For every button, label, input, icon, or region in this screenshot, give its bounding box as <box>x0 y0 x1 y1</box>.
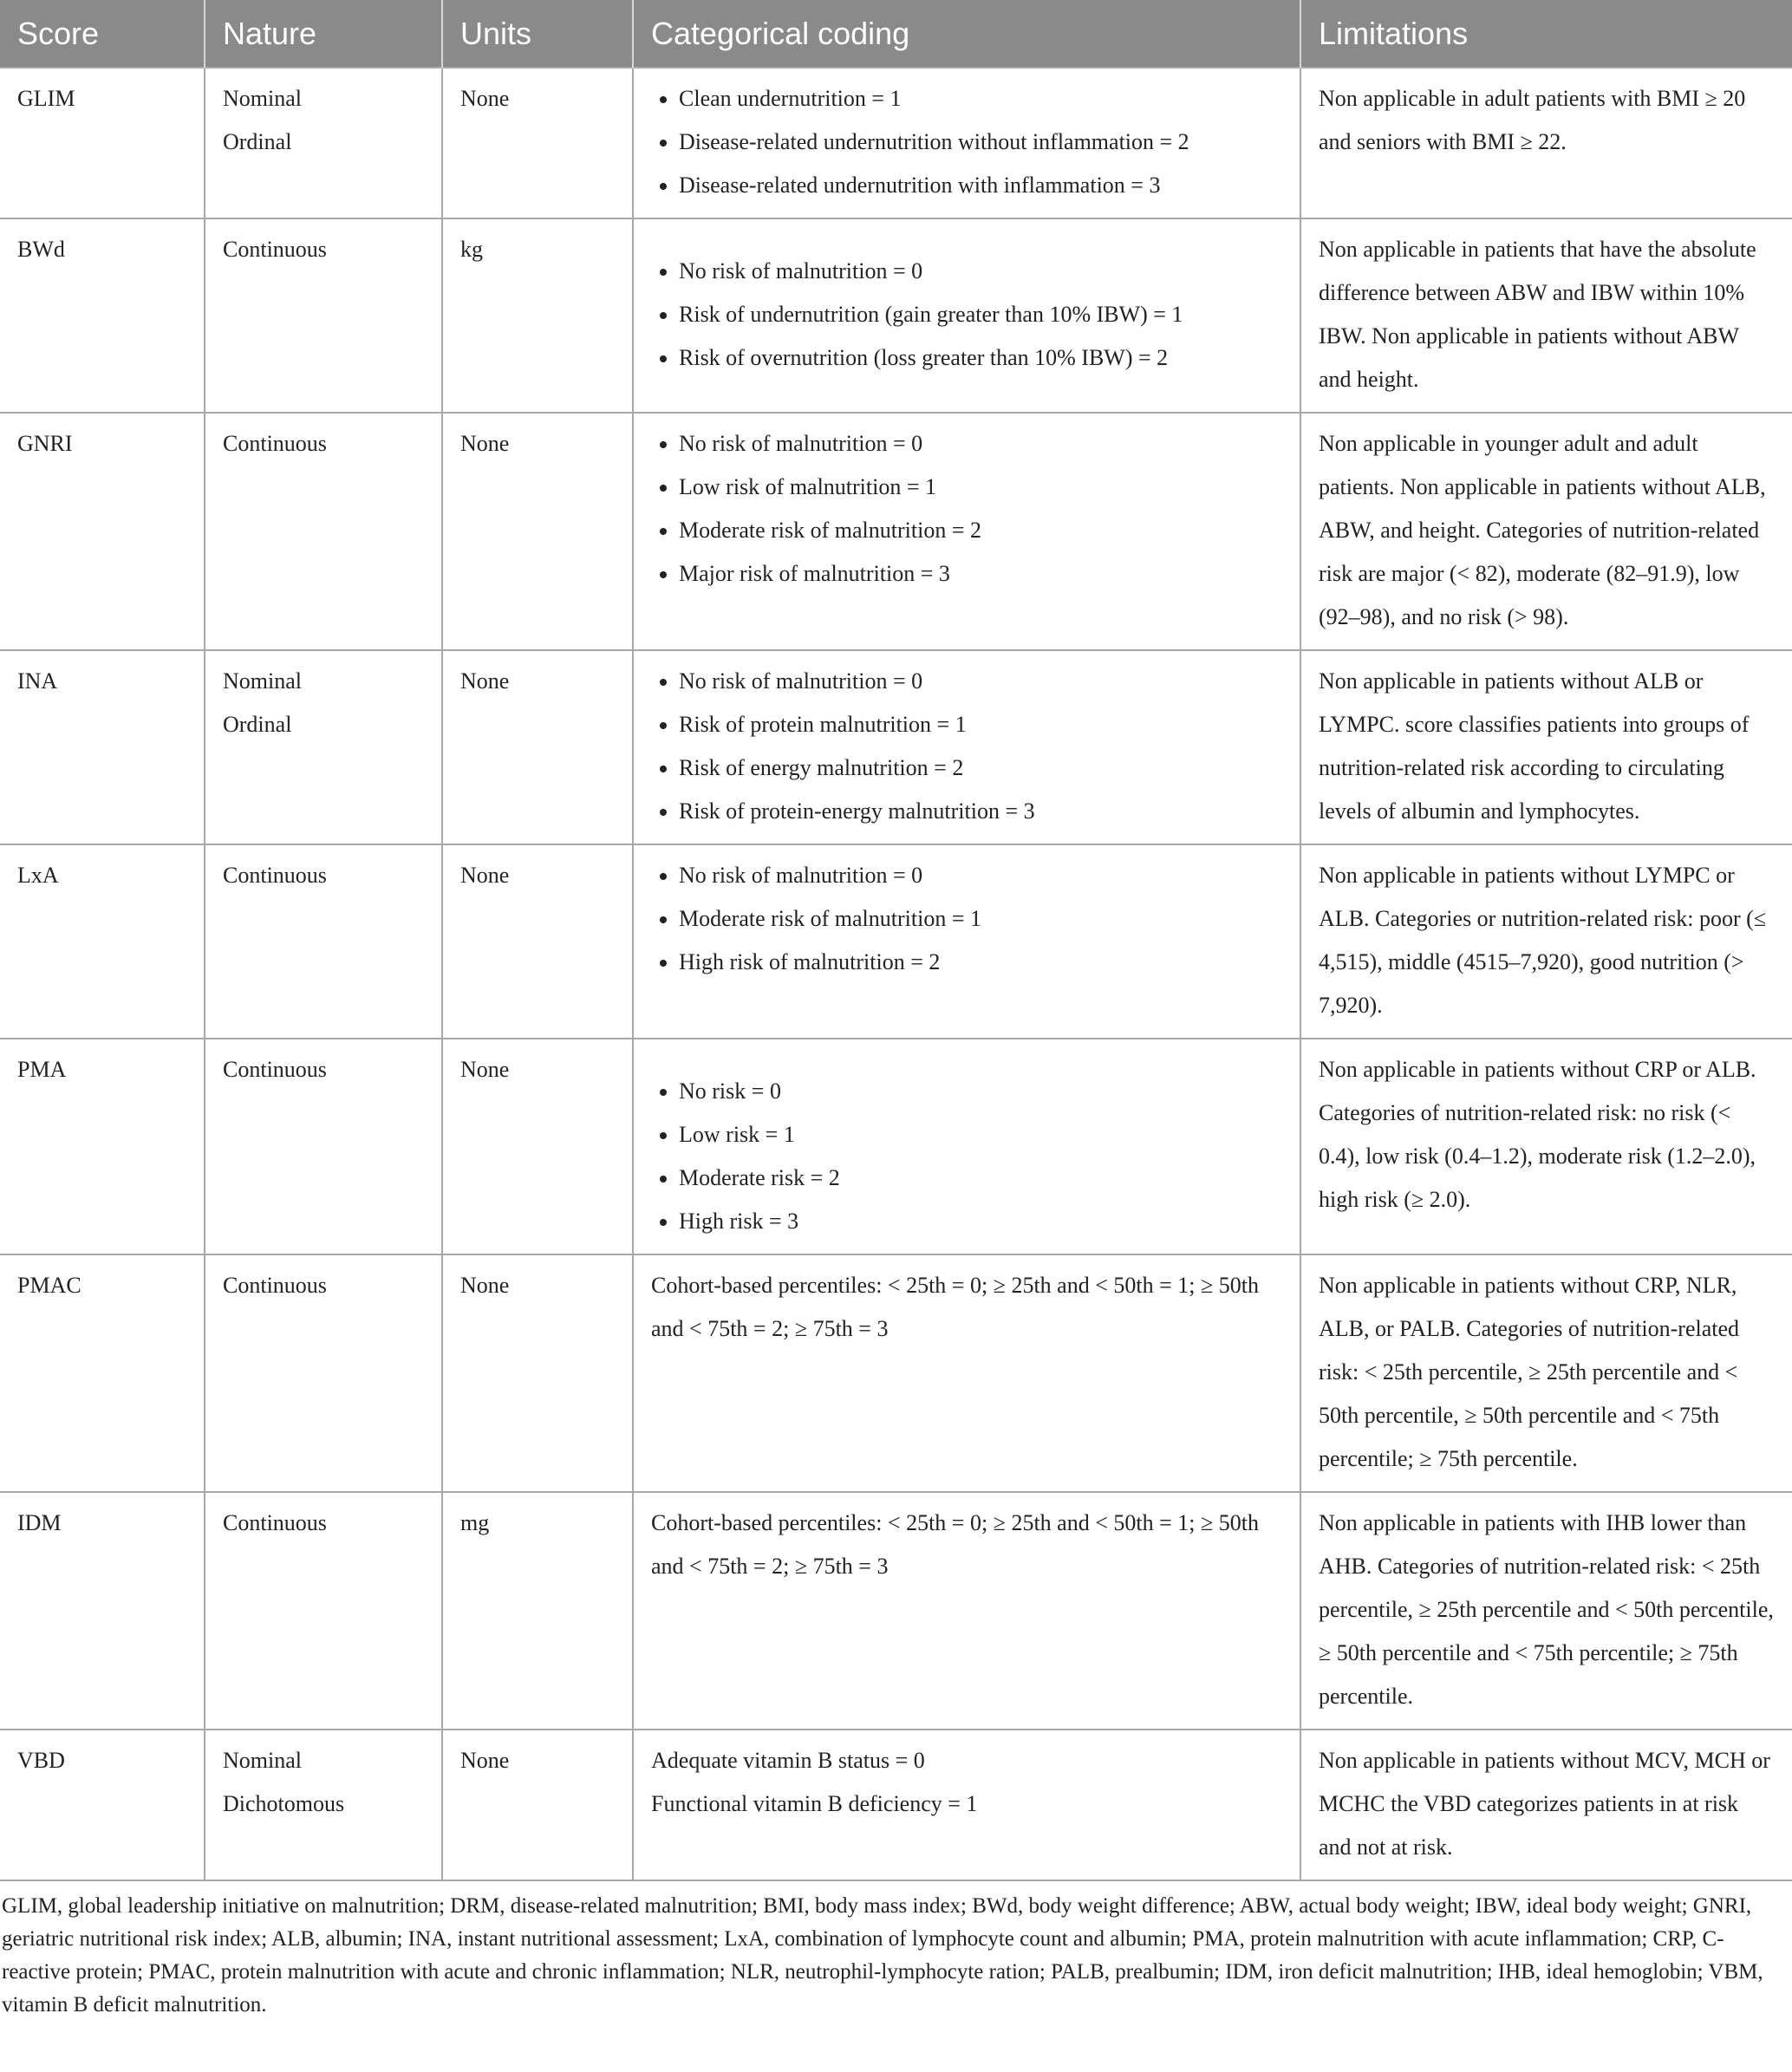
cell-coding: Cohort-based percentiles: < 25th = 0; ≥ 25th and < 50th = 1; ≥ 50th and < 75th = 2; ≥ 75th = 3 <box>633 1254 1300 1492</box>
coding-item: • High risk = 3 <box>679 1200 1282 1243</box>
nature-line: Dichotomous <box>223 1791 345 1816</box>
coding-list <box>651 250 1282 380</box>
coding-list <box>651 422 1282 596</box>
cell-units: None <box>442 413 633 650</box>
cell-limitations: Non applicable in patients without CRP or ALB. Categories of nutrition-related risk: no risk (< 0.4), low risk (0.4–1.2), moderate risk (1.2–2.0), high risk (≥ 2.0). <box>1300 1039 1792 1254</box>
cell-limitations: Non applicable in patients without MCV, MCH or MCHC the VBD categorizes patients in at risk and not at risk. <box>1300 1730 1792 1880</box>
cell-score: PMAC <box>0 1254 205 1492</box>
cell-nature <box>205 650 442 844</box>
nature-line: Continuous <box>223 237 327 262</box>
cell-score: GNRI <box>0 413 205 650</box>
cell-coding <box>633 218 1300 413</box>
cell-score: INA <box>0 650 205 844</box>
cell-nature <box>205 68 442 218</box>
header-limitations: Limitations <box>1300 0 1792 68</box>
cell-nature <box>205 1039 442 1254</box>
nature-line: Nominal <box>223 1748 302 1773</box>
cell-score: PMA <box>0 1039 205 1254</box>
coding-item: • No risk of malnutrition = 0 <box>679 660 1282 703</box>
cell-units: None <box>442 1039 633 1254</box>
nature-line: Nominal <box>223 668 302 694</box>
cell-units: None <box>442 68 633 218</box>
coding-item: • Major risk of malnutrition = 3 <box>679 552 1282 596</box>
nature-line: Ordinal <box>223 712 292 737</box>
cell-nature <box>205 413 442 650</box>
coding-item: • Low risk = 1 <box>679 1113 1282 1157</box>
table-row <box>0 1492 1792 1730</box>
cell-limitations: Non applicable in patients with IHB lower than AHB. Categories of nutrition-related risk: < 25th percentile, ≥ 25th percentile and < 50th percentile, ≥ 50th percentile and < 75th percentile; ≥ 75th percentile. <box>1300 1492 1792 1730</box>
coding-item: • No risk of malnutrition = 0 <box>679 854 1282 897</box>
coding-item: • Moderate risk of malnutrition = 2 <box>679 509 1282 552</box>
cell-coding <box>633 844 1300 1039</box>
cell-score: GLIM <box>0 68 205 218</box>
coding-line: Functional vitamin B deficiency = 1 <box>651 1791 978 1816</box>
coding-item: • Moderate risk of malnutrition = 1 <box>679 897 1282 941</box>
table-row <box>0 218 1792 413</box>
coding-item: • No risk of malnutrition = 0 <box>679 422 1282 466</box>
cell-nature <box>205 218 442 413</box>
nature-line: Nominal <box>223 86 302 111</box>
coding-item: • Risk of protein-energy malnutrition = 3 <box>679 790 1282 833</box>
cell-coding <box>633 1730 1300 1880</box>
coding-list <box>651 854 1282 984</box>
cell-coding <box>633 68 1300 218</box>
header-units: Units <box>442 0 633 68</box>
cell-units: mg <box>442 1492 633 1730</box>
cell-coding <box>633 1039 1300 1254</box>
cell-limitations: Non applicable in patients without LYMPC or ALB. Categories or nutrition-related risk: poor (≤ 4,515), middle (4515–7,920), good nutrition (> 7,920). <box>1300 844 1792 1039</box>
nature-line: Continuous <box>223 1510 327 1535</box>
table-row <box>0 1039 1792 1254</box>
coding-list <box>651 660 1282 833</box>
nature-line: Continuous <box>223 863 327 888</box>
coding-item: • Risk of protein malnutrition = 1 <box>679 703 1282 746</box>
table-row <box>0 1730 1792 1880</box>
header-score: Score <box>0 0 205 68</box>
coding-item: • Moderate risk = 2 <box>679 1157 1282 1200</box>
nature-line: Continuous <box>223 1273 327 1298</box>
cell-limitations: Non applicable in patients without CRP, NLR, ALB, or PALB. Categories of nutrition-related risk: < 25th percentile, ≥ 25th percentile and < 50th percentile, ≥ 50th percentile and < 75th percentile; ≥ 75th percentile. <box>1300 1254 1792 1492</box>
cell-nature <box>205 1254 442 1492</box>
coding-item: • Risk of undernutrition (gain greater than 10% IBW) = 1 <box>679 293 1282 336</box>
cell-limitations: Non applicable in younger adult and adult patients. Non applicable in patients without ALB, ABW, and height. Categories of nutrition-related risk are major (< 82), moderate (82–91.9), low (92–98), and no risk (> 98). <box>1300 413 1792 650</box>
cell-score: VBD <box>0 1730 205 1880</box>
coding-item: • Risk of overnutrition (loss greater than 10% IBW) = 2 <box>679 336 1282 380</box>
coding-item: • High risk of malnutrition = 2 <box>679 941 1282 984</box>
coding-item: • Disease-related undernutrition with inflammation = 3 <box>679 164 1282 207</box>
table-row <box>0 844 1792 1039</box>
cell-limitations: Non applicable in patients that have the absolute difference between ABW and IBW within 10% IBW. Non applicable in patients without ABW and height. <box>1300 218 1792 413</box>
table-row <box>0 68 1792 218</box>
nature-line: Continuous <box>223 431 327 456</box>
header-nature: Nature <box>205 0 442 68</box>
cell-units: kg <box>442 218 633 413</box>
cell-coding: Cohort-based percentiles: < 25th = 0; ≥ 25th and < 50th = 1; ≥ 50th and < 75th = 2; ≥ 75th = 3 <box>633 1492 1300 1730</box>
cell-units: None <box>442 844 633 1039</box>
cell-limitations: Non applicable in adult patients with BMI ≥ 20 and seniors with BMI ≥ 22. <box>1300 68 1792 218</box>
cell-score: LxA <box>0 844 205 1039</box>
coding-item: • No risk of malnutrition = 0 <box>679 250 1282 293</box>
cell-coding <box>633 650 1300 844</box>
cell-nature <box>205 1492 442 1730</box>
cell-score: BWd <box>0 218 205 413</box>
coding-item: • No risk = 0 <box>679 1070 1282 1113</box>
table-row <box>0 413 1792 650</box>
cell-coding <box>633 413 1300 650</box>
coding-item: • Clean undernutrition = 1 <box>679 77 1282 121</box>
cell-nature <box>205 844 442 1039</box>
coding-item: • Risk of energy malnutrition = 2 <box>679 746 1282 790</box>
header-categorical-coding: Categorical coding <box>633 0 1300 68</box>
table-header-row <box>0 0 1792 68</box>
cell-nature <box>205 1730 442 1880</box>
table-row <box>0 1254 1792 1492</box>
coding-list <box>651 1070 1282 1243</box>
coding-item: • Low risk of malnutrition = 1 <box>679 466 1282 509</box>
coding-item: • Disease-related undernutrition without inflammation = 2 <box>679 121 1282 164</box>
coding-line: Adequate vitamin B status = 0 <box>651 1748 925 1773</box>
cell-units: None <box>442 1730 633 1880</box>
cell-units: None <box>442 650 633 844</box>
nature-line: Ordinal <box>223 129 292 154</box>
coding-list <box>651 77 1282 207</box>
cell-units: None <box>442 1254 633 1492</box>
table-footnote: GLIM, global leadership initiative on malnutrition; DRM, disease-related malnutrition; BMI, body mass index; BWd, body weight difference; ABW, actual body weight; IBW, ideal body weight; GNRI, geriatric nutritional risk index; ALB, albumin; INA, instant nutritional assessment; LxA, combination of lymphocyte count and albumin; PMA, protein malnutrition with acute inflammation; CRP, C-reactive protein; PMAC, protein malnutrition with acute and chronic inflammation; NLR, neutrophil-lymphocyte ration; PALB, prealbumin; IDM, iron deficit malnutrition; IHB, ideal hemoglobin; VBM, vitamin B deficit malnutrition. <box>2 1894 1763 2017</box>
cell-score: IDM <box>0 1492 205 1730</box>
nature-line: Continuous <box>223 1057 327 1082</box>
table-row <box>0 650 1792 844</box>
cell-limitations: Non applicable in patients without ALB or LYMPC. score classifies patients into groups of nutrition-related risk according to circulating levels of albumin and lymphocytes. <box>1300 650 1792 844</box>
